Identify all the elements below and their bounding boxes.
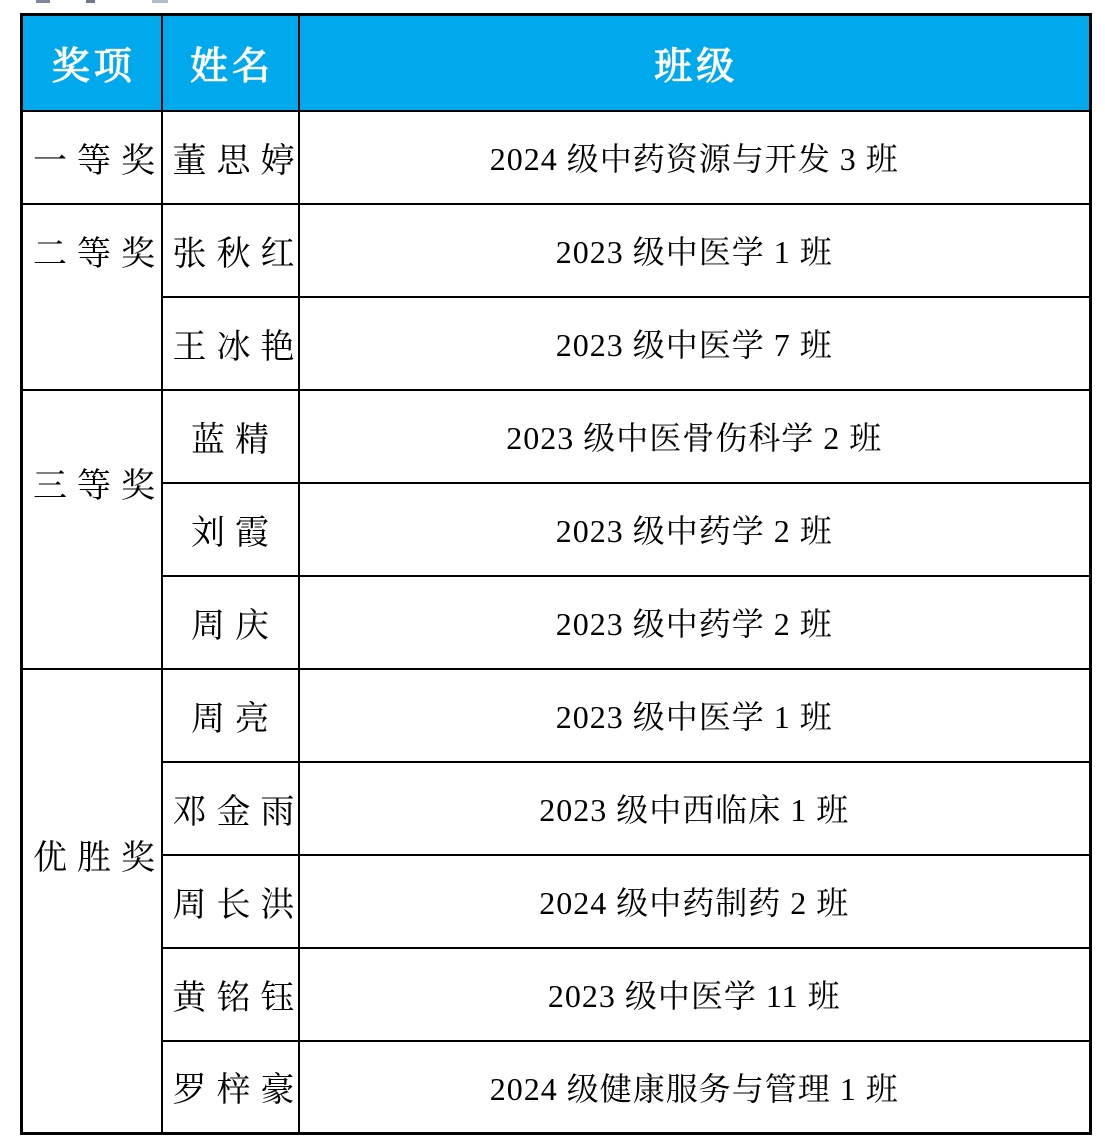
class-cell: 2023 级中西临床 1 班	[299, 762, 1091, 855]
header-cell-name: 姓名	[162, 15, 299, 111]
table-row	[22, 390, 1091, 483]
cropped-content-artifact	[152, 0, 168, 3]
name-cell: 罗梓豪	[162, 1041, 299, 1134]
table-row	[22, 576, 1091, 669]
award-cell: 三等奖	[22, 390, 162, 669]
class-cell: 2024 级中药资源与开发 3 班	[299, 111, 1091, 204]
table-row	[22, 204, 1091, 297]
name-cell: 王冰艳	[162, 297, 299, 390]
table-row	[22, 483, 1091, 576]
table-row	[22, 1041, 1091, 1134]
name-cell: 刘霞	[162, 483, 299, 576]
class-cell: 2023 级中药学 2 班	[299, 483, 1091, 576]
cropped-content-artifact	[86, 0, 95, 3]
table-row	[22, 669, 1091, 762]
name-cell: 周亮	[162, 669, 299, 762]
name-cell: 邓金雨	[162, 762, 299, 855]
award-cell: 一等奖	[22, 111, 162, 204]
class-cell: 2023 级中医学 7 班	[299, 297, 1091, 390]
table-header-row	[22, 15, 1091, 111]
header-cell-class: 班级	[299, 15, 1091, 111]
name-cell: 黄铭钰	[162, 948, 299, 1041]
cropped-content-artifact	[36, 0, 50, 3]
name-cell: 蓝精	[162, 390, 299, 483]
table-row	[22, 855, 1091, 948]
class-cell: 2023 级中医学 1 班	[299, 669, 1091, 762]
class-cell: 2024 级健康服务与管理 1 班	[299, 1041, 1091, 1134]
class-cell: 2023 级中医学 11 班	[299, 948, 1091, 1041]
name-cell: 周庆	[162, 576, 299, 669]
award-cell: 优胜奖	[22, 669, 162, 1134]
header-cell-award: 奖项	[22, 15, 162, 111]
class-cell: 2023 级中药学 2 班	[299, 576, 1091, 669]
table-row	[22, 111, 1091, 204]
name-cell: 张秋红	[162, 204, 299, 297]
table-row	[22, 948, 1091, 1041]
class-cell: 2023 级中医学 1 班	[299, 204, 1091, 297]
award-cell: 二等奖	[22, 204, 162, 390]
awards-table	[20, 13, 1092, 1135]
name-cell: 周长洪	[162, 855, 299, 948]
table-row	[22, 762, 1091, 855]
name-cell: 董思婷	[162, 111, 299, 204]
class-cell: 2023 级中医骨伤科学 2 班	[299, 390, 1091, 483]
class-cell: 2024 级中药制药 2 班	[299, 855, 1091, 948]
table-row	[22, 297, 1091, 390]
